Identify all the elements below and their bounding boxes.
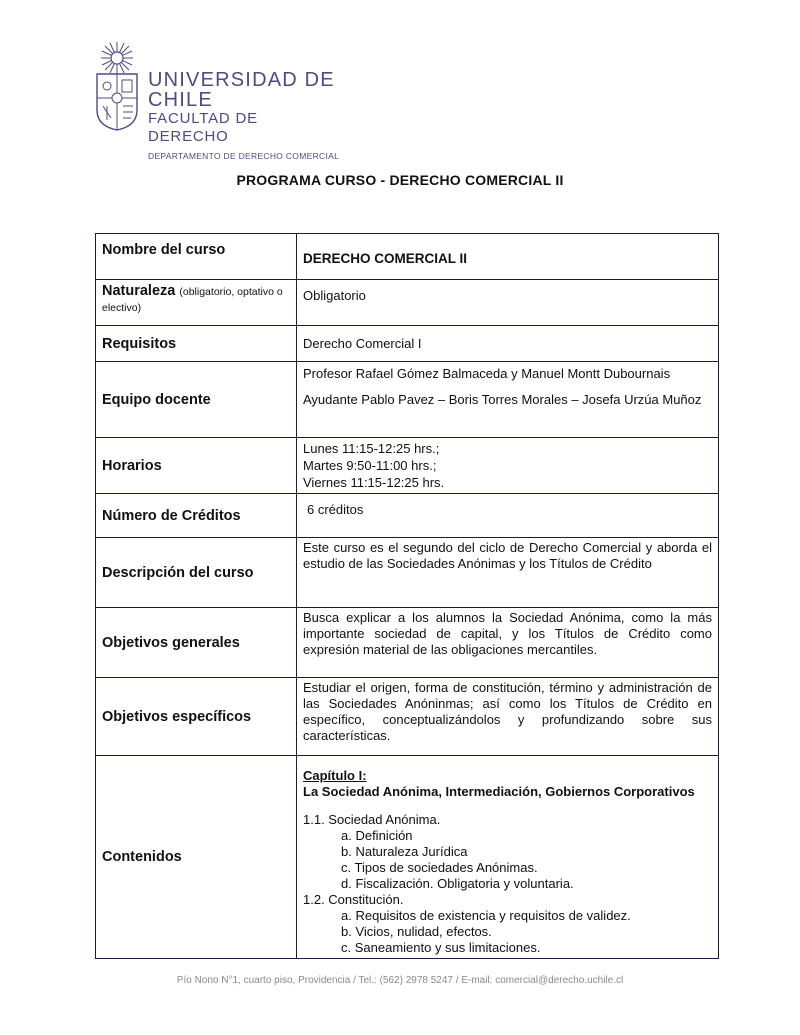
horario-line: Martes 9:50-11:00 hrs.;: [303, 458, 437, 473]
row-descripcion: [96, 538, 719, 608]
value-descripcion: Este curso es el segundo del ciclo de Derecho Comercial y aborda el estudio de las Sociedades Anónimas y los Títulos de Crédito: [297, 538, 719, 608]
list-item: a. Definición: [341, 828, 413, 843]
list-item: c. Tipos de sociedades Anónimas.: [341, 860, 538, 875]
page-footer: Pío Nono N°1, cuarto piso, Providencia / Tel.: (562) 2978 5247 / E-mail: comercial@derecho.uchile.cl: [176, 975, 624, 986]
list-item: b. Naturaleza Jurídica: [341, 844, 468, 859]
value-nombre: DERECHO COMERCIAL II: [297, 234, 719, 280]
label-nombre: Nombre del curso: [96, 234, 297, 280]
value-creditos: 6 créditos: [297, 494, 719, 538]
horario-line: Viernes 11:15-12:25 hrs.: [303, 475, 445, 490]
list-item: d. Fiscalización. Obligatoria y voluntaria.: [341, 876, 574, 891]
section-heading: 1.2. Constitución.: [303, 892, 404, 907]
section-heading: 1.1. Sociedad Anónima.: [303, 812, 441, 827]
university-crest-icon: [93, 40, 141, 132]
page-title: PROGRAMA CURSO - DERECHO COMERCIAL II: [236, 172, 564, 188]
row-creditos: [96, 494, 719, 538]
value-horarios: [297, 438, 719, 494]
equipo-profesores: Profesor Rafael Gómez Balmaceda y Manuel Montt Dubournais: [303, 366, 671, 381]
faculty-name: FACULTAD DE DERECHO: [148, 110, 258, 145]
label-contenidos: Contenidos: [96, 756, 297, 959]
department-name: DEPARTAMENTO DE DERECHO COMERCIAL: [148, 151, 340, 161]
list-item: c. Saneamiento y sus limitaciones.: [341, 940, 541, 955]
row-obj-generales: [96, 608, 719, 678]
list-item: a. Requisitos de existencia y requisitos de validez.: [341, 908, 631, 923]
label-requisitos: Requisitos: [96, 326, 297, 362]
naturaleza-label-text: Naturaleza: [102, 283, 176, 299]
row-nombre: [96, 234, 719, 280]
row-equipo: [96, 362, 719, 438]
label-creditos: Número de Créditos: [96, 494, 297, 538]
row-obj-especificos: [96, 678, 719, 756]
course-program-table: [95, 233, 719, 959]
value-contenidos: [297, 756, 719, 959]
row-requisitos: [96, 326, 719, 362]
label-obj-generales: Objetivos generales: [96, 608, 297, 678]
row-naturaleza: [96, 280, 719, 326]
label-horarios: Horarios: [96, 438, 297, 494]
list-item: b. Vicios, nulidad, efectos.: [341, 924, 492, 939]
value-requisitos: Derecho Comercial I: [297, 326, 719, 362]
value-obj-generales: Busca explicar a los alumnos la Sociedad Anónima, como la más importante sociedad de capital, y los Títulos de Crédito como expresión material de las obligaciones mercantiles.: [297, 608, 719, 678]
horario-line: Lunes 11:15-12:25 hrs.;: [303, 441, 440, 456]
chapter-subtitle: La Sociedad Anónima, Intermediación, Gobiernos Corporativos: [303, 784, 695, 799]
naturaleza-note: (obligatorio, optativo o electivo): [102, 286, 283, 314]
label-descripcion: Descripción del curso: [96, 538, 297, 608]
chapter-title: Capítulo I:: [303, 768, 367, 783]
label-equipo: Equipo docente: [96, 362, 297, 438]
label-obj-especificos: Objetivos específicos: [96, 678, 297, 756]
row-contenidos: [96, 756, 719, 959]
equipo-ayudantes: Ayudante Pablo Pavez – Boris Torres Morales – Josefa Urzúa Muñoz: [303, 392, 702, 407]
value-equipo: [297, 362, 719, 438]
label-naturaleza: [96, 280, 297, 326]
value-obj-especificos: Estudiar el origen, forma de constitución, término y administración de las Sociedades Anóninmas; así como los Títulos de Crédito en específico, conceptualizándolos y profundizando sobre sus características.: [297, 678, 719, 756]
row-horarios: [96, 438, 719, 494]
value-naturaleza: Obligatorio: [297, 280, 719, 326]
university-name: UNIVERSIDAD DE CHILE: [148, 69, 335, 111]
university-logo: [93, 40, 343, 161]
